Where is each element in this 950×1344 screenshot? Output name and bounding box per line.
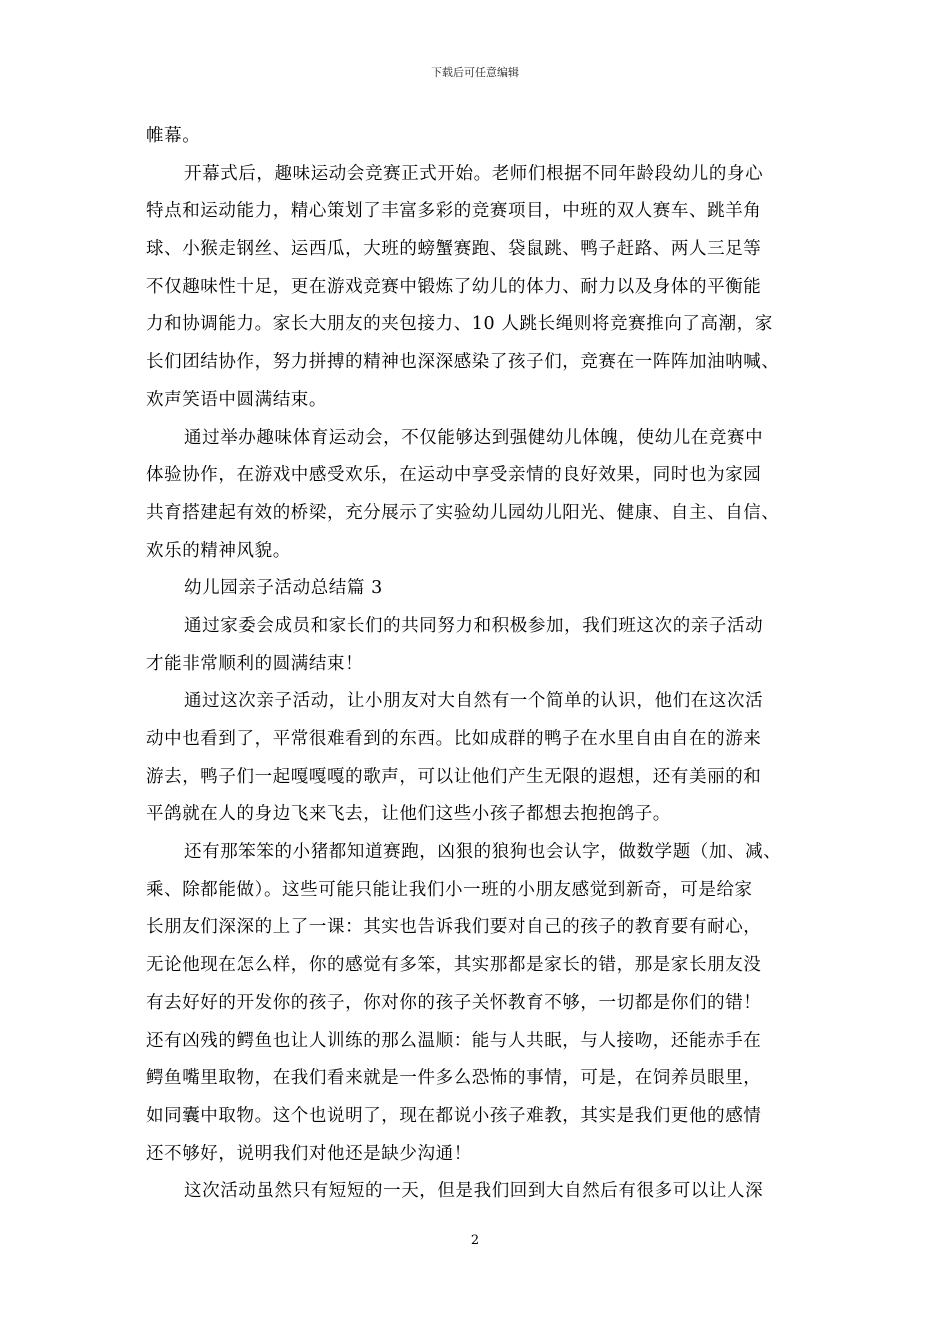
- text-line: 球、小猴走钢丝、运西瓜，大班的螃蟹赛跑、袋鼠跳、鸭子赶路、两人三足等: [146, 239, 762, 260]
- paragraph: [146, 1173, 826, 1211]
- paragraph: [146, 608, 826, 683]
- text-line: 帷幕。: [146, 126, 201, 146]
- paragraph: [146, 683, 826, 834]
- text-line: 平鸽就在人的身边飞来飞去，让他们这些小孩子都想去抱抱鸽子。: [146, 804, 671, 825]
- text-line: 共育搭建起有效的桥梁，充分展示了实验幼儿园幼儿阳光、健康、自主、自信、: [146, 502, 780, 523]
- paragraph: [146, 118, 826, 156]
- text-line: 不仅趣味性十足，更在游戏竞赛中锻炼了幼儿的体力、耐力以及身体的平衡能: [146, 276, 762, 297]
- text-line: 还有凶残的鳄鱼也让人训练的那么温顺：能与人共眠，与人接吻，还能赤手在: [146, 1030, 762, 1051]
- text-line: 幼儿园亲子活动总结篇 3: [184, 578, 383, 599]
- page-number: 2: [470, 1233, 480, 1248]
- text-line: 动中也看到了，平常很难看到的东西。比如成群的鸭子在水里自由自在的游来: [146, 729, 762, 749]
- text-line: 体验协作，在游戏中感受欢乐，在运动中享受亲情的良好效果，同时也为家园: [146, 465, 762, 486]
- page-header: 下载后可任意编辑: [431, 66, 519, 79]
- text-line: 欢声笑语中圆满结束。: [146, 389, 327, 410]
- section-heading: [146, 570, 826, 608]
- text-line: 通过举办趣味体育运动会，不仅能够达到强健幼儿体魄，使幼儿在竞赛中: [184, 427, 764, 448]
- text-line: 这次活动虽然只有短短的一天，但是我们回到大自然后有很多可以让人深: [184, 1181, 764, 1202]
- text-line: 无论他现在怎么样，你的感觉有多笨，其实那都是家长的错，那是家长朋友没: [146, 955, 762, 976]
- text-line: 通过这次亲子活动，让小朋友对大自然有一个简单的认识，他们在这次活: [184, 691, 764, 712]
- text-line: 通过家委会成员和家长们的共同努力和积极参加，我们班这次的亲子活动: [184, 615, 764, 636]
- text-line: 还有那笨笨的小猪都知道赛跑，凶狠的狼狗也会认字，做数学题（加、减、: [184, 842, 782, 863]
- text-line: 开幕式后，趣味运动会竞赛正式开始。老师们根据不同年龄段幼儿的身心: [184, 163, 764, 184]
- text-line: 游去，鸭子们一起嘎嘎嘎的歌声，可以让他们产生无限的遐想，还有美丽的和: [146, 766, 762, 787]
- text-line: 乘、除都能做）。这些可能只能让我们小一班的小朋友感觉到新奇，可是给家: [146, 879, 753, 900]
- text-line: 有去好好的开发你的孩子，你对你的孩子关怀教育不够，一切都是你们的错！: [146, 992, 762, 1013]
- paragraph: [146, 420, 826, 571]
- text-line: 长们团结协作，努力拼搏的精神也深深感染了孩子们，竞赛在一阵阵加油呐喊、: [146, 352, 780, 373]
- text-line: 才能非常顺利的圆满结束！: [146, 653, 364, 674]
- text-line: 特点和运动能力，精心策划了丰富多彩的竞赛项目，中班的双人赛车、跳羊角: [146, 201, 762, 222]
- text-line: 鳄鱼嘴里取物，在我们看来就是一件多么恐怖的事情，可是，在饲养员眼里，: [146, 1068, 762, 1089]
- text-line: 如同囊中取物。这个也说明了，现在都说小孩子难教，其实是我们更他的感情: [146, 1105, 762, 1126]
- text-line: 长朋友们深深的上了一课：其实也告诉我们要对自己的孩子的教育要有耐心，: [146, 917, 762, 938]
- paragraph: [146, 156, 826, 420]
- paragraph: [146, 834, 826, 1173]
- document-body: [146, 118, 826, 1211]
- text-line: 力和协调能力。家长大朋友的夹包接力、10 人跳长绳则将竞赛推向了高潮，家: [146, 314, 773, 335]
- text-line: 还不够好，说明我们对他还是缺少沟通！: [146, 1143, 472, 1164]
- text-line: 欢乐的精神风貌。: [146, 540, 291, 561]
